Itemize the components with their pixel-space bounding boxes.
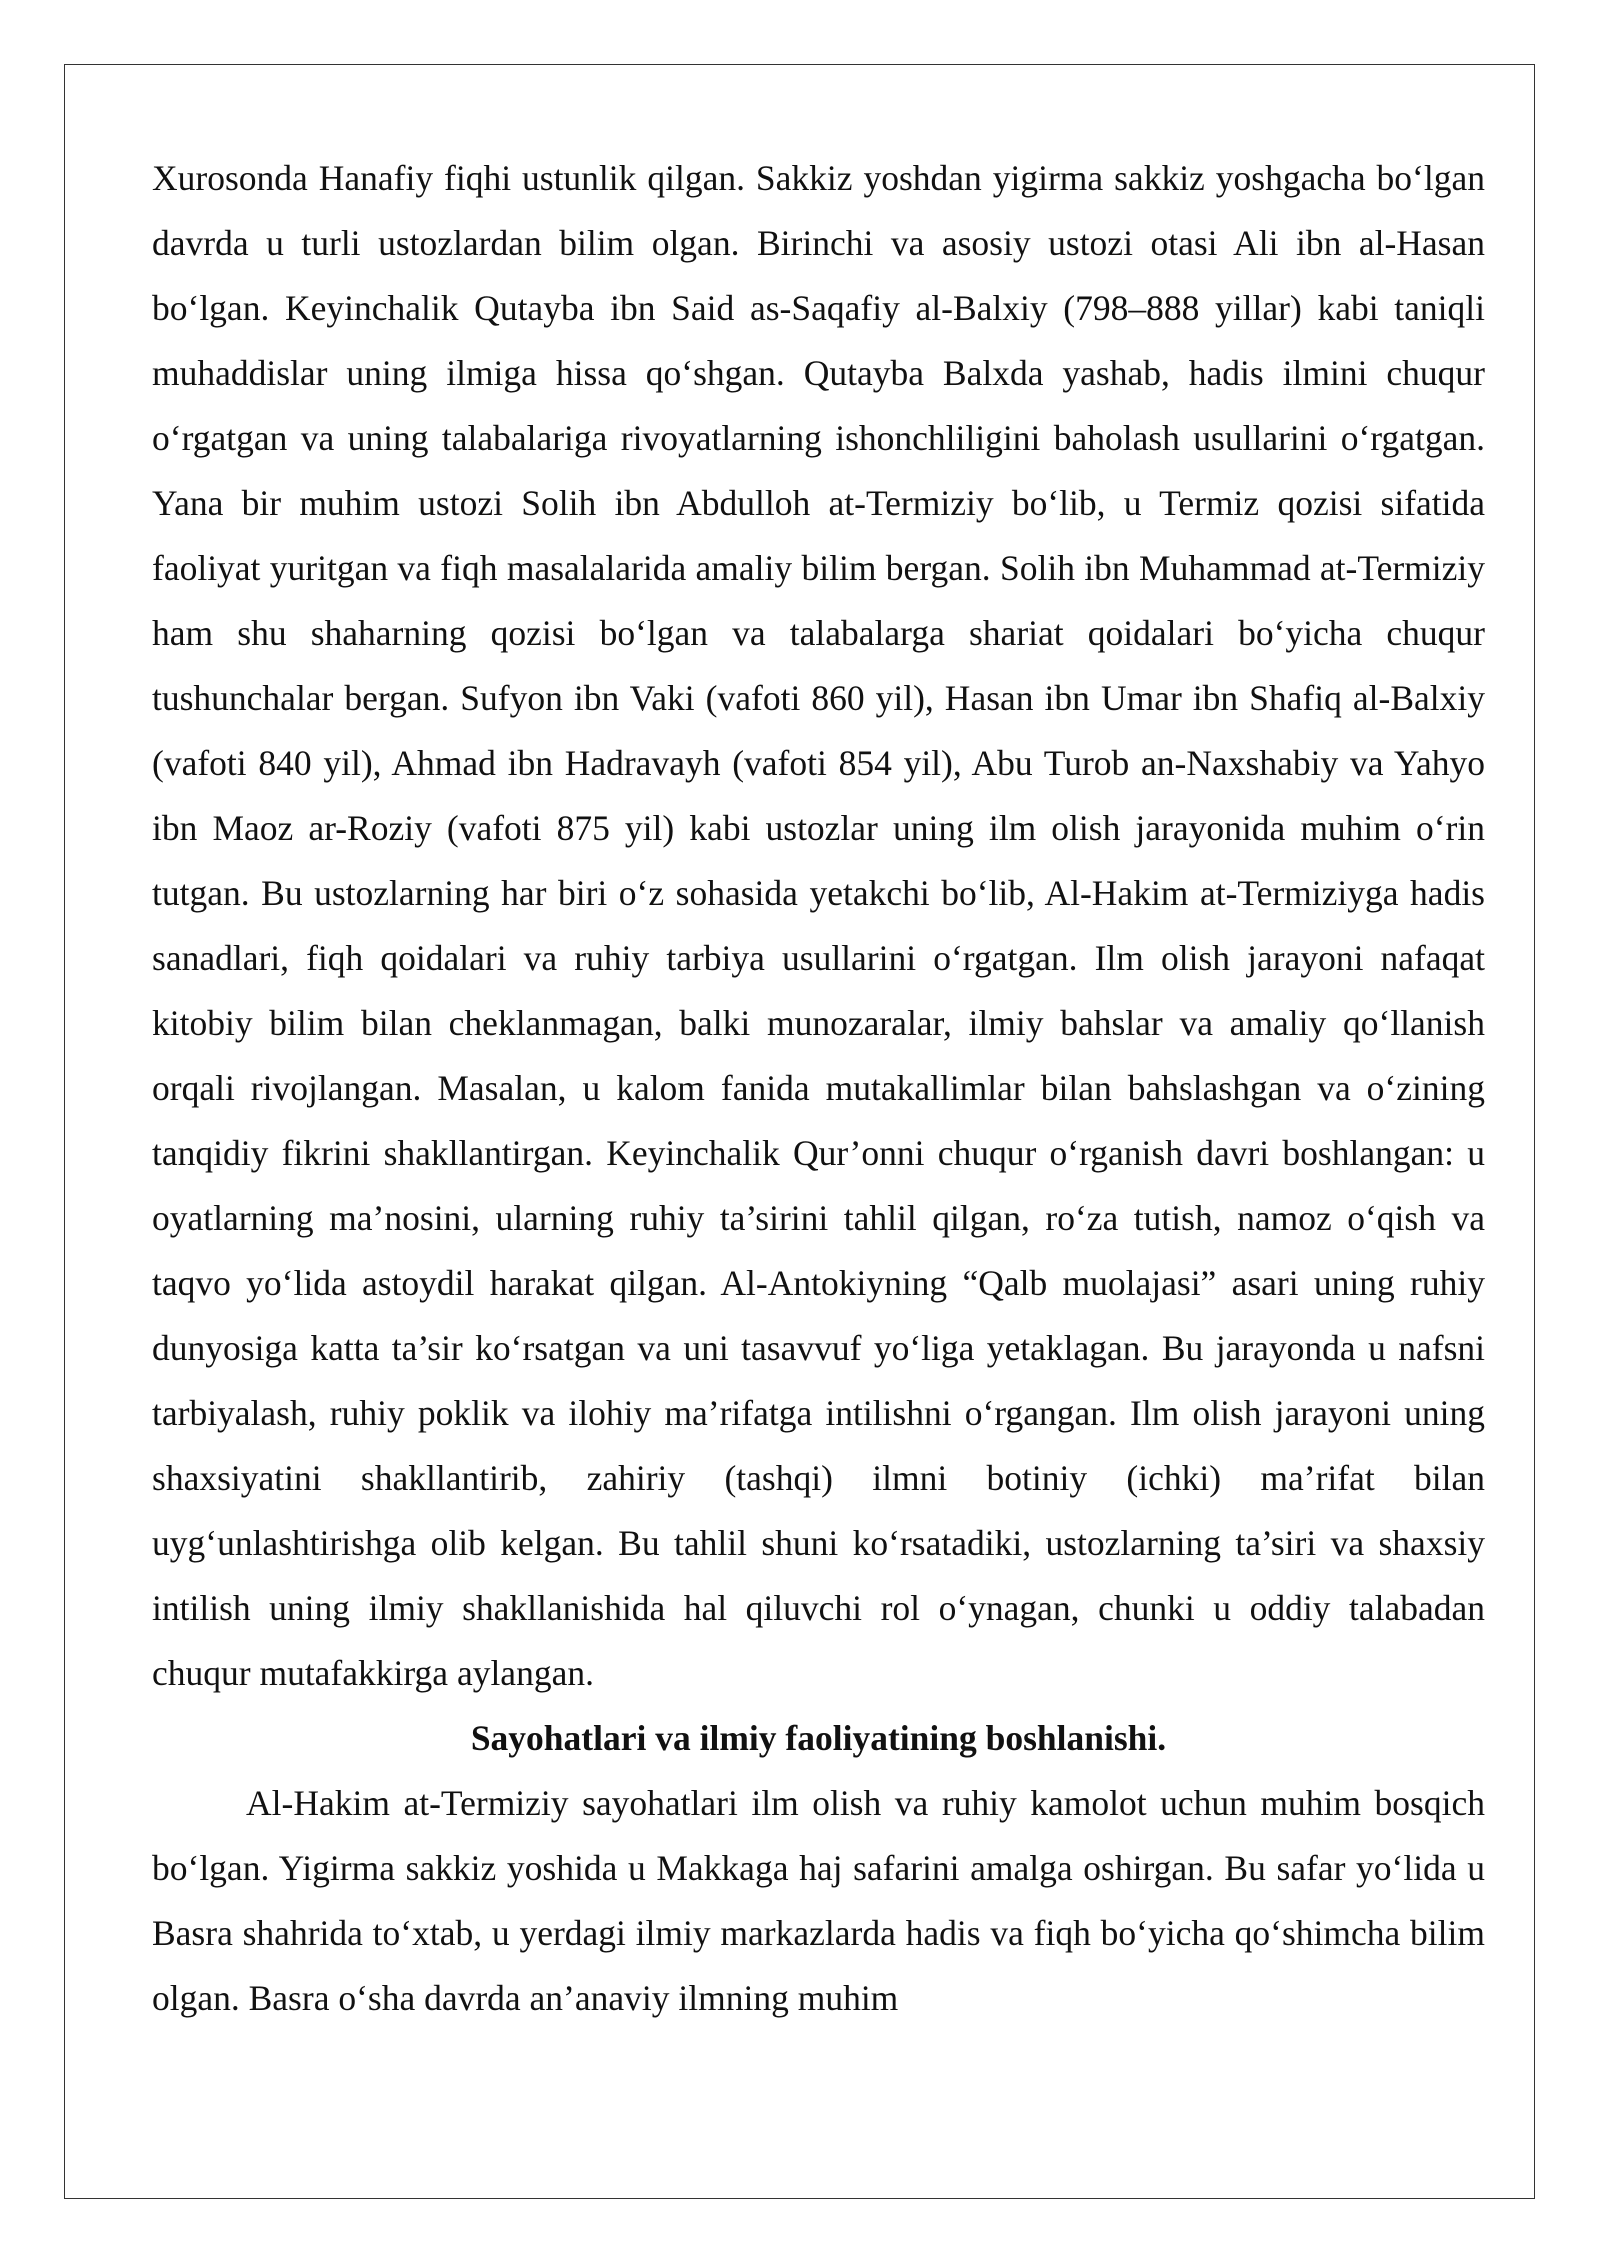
section-heading: Sayohatlari va ilmiy faoliyatining boshlanishi. — [470, 1718, 1167, 1758]
body-paragraph-1: Xurosonda Hanafiy fiqhi ustunlik qilgan. Sakkiz yoshdan yigirma sakkiz yoshgacha bo‘lgan davrda u turli ustozlardan bilim olgan. Birinchi va asosiy ustozi otasi Ali ibn al-Hasan bo‘lgan. Keyinchalik Qutayba ibn Said as-Saqafiy al-Balxiy (798–888 yillar) kabi taniqli muhaddislar uning ilmiga hissa qo‘shgan. Qutayba Balxda yashab, hadis ilmini chuqur o‘rgatgan va uning talabalariga rivoyatlarning ishonchliligini baholash usullarini o‘rgatgan. Yana bir muhim ustozi Solih ibn Abdulloh at-Termiziy bo‘lib, u Termiz qozisi sifatida faoliyat yuritgan va fiqh masalalarida amaliy bilim bergan. Solih ibn Muhammad at-Termiziy ham shu shaharning qozisi bo‘lgan va talabalarga shariat qoidalari bo‘yicha chuqur tushunchalar bergan. Sufyon ibn Vaki (vafoti 860 yil), Hasan ibn Umar ibn Shafiq al-Balxiy (vafoti 840 yil), Ahmad ibn Hadravayh (vafoti 854 yil), Abu Turob an-Naxshabiy va Yahyo ibn Maoz ar-Roziy (vafoti 875 yil) kabi ustozlar uning ilm olish jarayonida muhim o‘rin tutgan. Bu ustozlarning har biri o‘z sohasida yetakchi bo‘lib, Al-Hakim at-Termiziyga hadis sanadlari, fiqh qoidalari va ruhiy tarbiya usullarini o‘rgatgan. Ilm olish jarayoni nafaqat kitobiy bilim bilan cheklanmagan, balki munozaralar, ilmiy bahslar va amaliy qo‘llanish orqali rivojlangan. Masalan, u kalom fanida mutakallimlar bilan bahslashgan va o‘zining tanqidiy fikrini shakllantirgan. Keyinchalik Qur’onni chuqur o‘rganish davri boshlangan: u oyatlarning ma’nosini, ularning ruhiy ta’sirini tahlil qilgan, ro‘za tutish, namoz o‘qish va taqvo yo‘lida astoydil harakat qilgan. Al-Antokiyning “Qalb muolajasi” asari uning ruhiy dunyosiga katta ta’sir ko‘rsatgan va uni tasavvuf yo‘liga yetaklagan. Bu jarayonda u nafsni tarbiyalash, ruhiy poklik va ilohiy ma’rifatga intilishni o‘rgangan. Ilm olish jarayoni uning shaxsiyatini shakllantirib, zahiriy (tashqi) ilmni botiniy (ichki) ma’rifat bilan uyg‘unlashtirishga olib kelgan. Bu tahlil shuni ko‘rsatadiki, ustozlarning ta’siri va shaxsiy intilish uning ilmiy shakllanishida hal qiluvchi rol o‘ynagan, chunki u oddiy talabadan chuqur mutafakkirga aylangan. — [152, 158, 1485, 1693]
body-paragraph-2: Al-Hakim at-Termiziy sayohatlari ilm olish va ruhiy kamolot uchun muhim bosqich bo‘lgan. Yigirma sakkiz yoshida u Makkaga haj safarini amalga oshirgan. Bu safar yo‘lida u Basra shahrida to‘xtab, u yerdagi ilmiy markazlarda hadis va fiqh bo‘yicha qo‘shimcha bilim olgan. Basra o‘sha davrda an’anaviy ilmning muhim — [152, 1783, 1485, 2018]
document-body — [152, 146, 1485, 2031]
